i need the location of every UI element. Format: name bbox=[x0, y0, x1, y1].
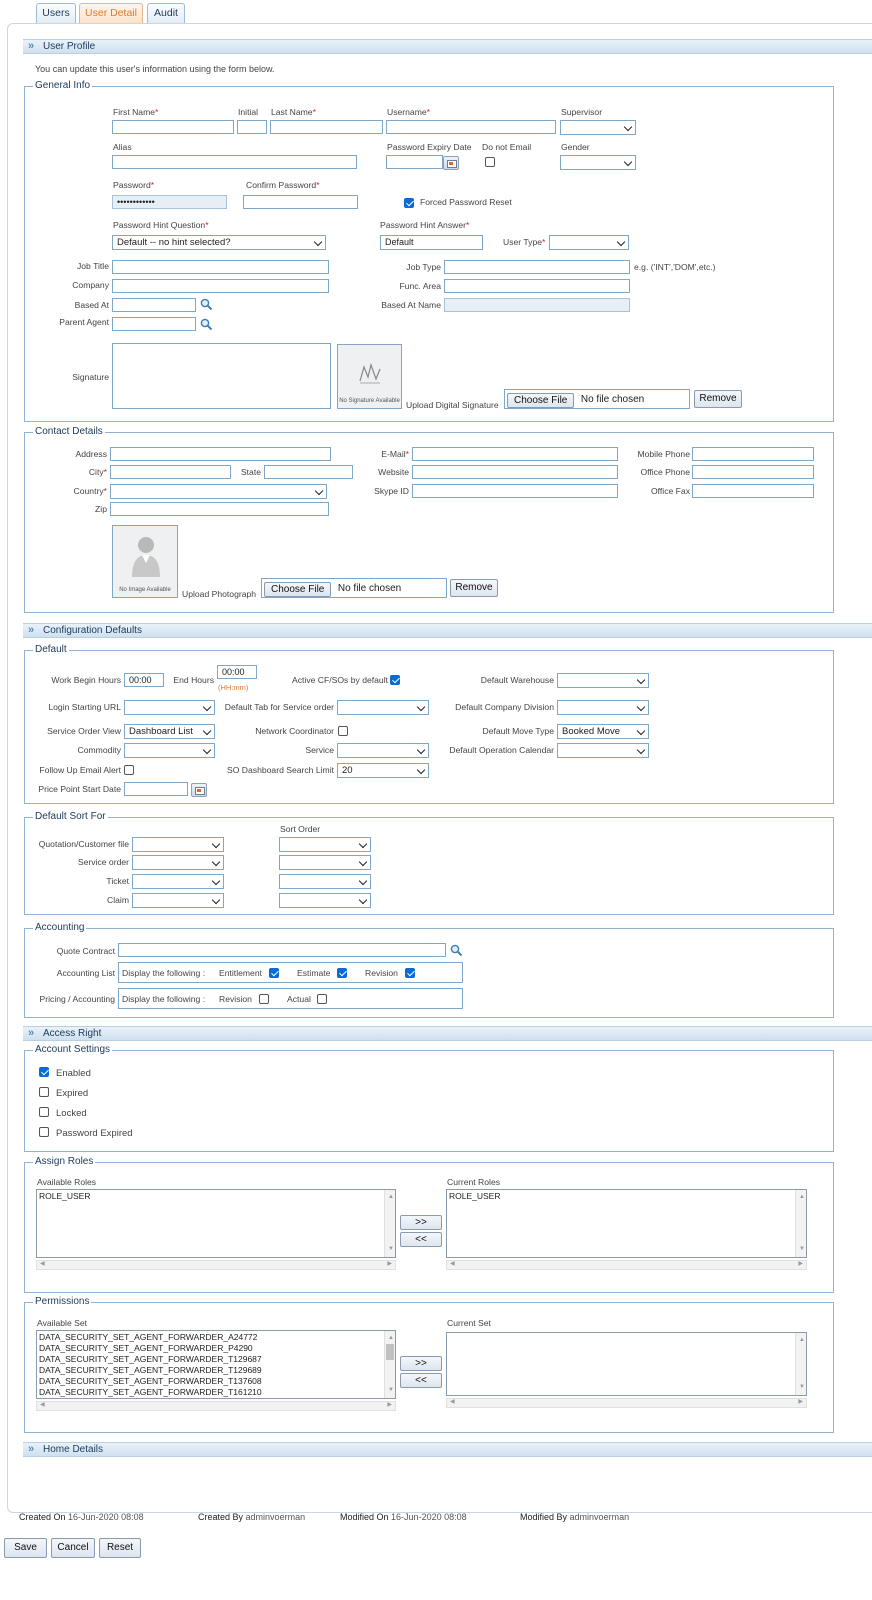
initial-label: Initial bbox=[238, 107, 259, 117]
fieldset-legend: Assign Roles bbox=[35, 1156, 94, 1167]
alias-label: Alias bbox=[113, 142, 132, 152]
section-title: Configuration Defaults bbox=[43, 625, 142, 636]
password-expired-label: Password Expired bbox=[56, 1128, 133, 1139]
sort-order-label: Sort Order bbox=[280, 824, 321, 834]
list-item[interactable]: DATA_SECURITY_SET_AGENT_FORWARDER_T129689 bbox=[39, 1365, 262, 1375]
sort-row-label: Service order bbox=[77, 857, 129, 867]
do-not-email-checkbox[interactable] bbox=[485, 157, 495, 167]
enabled-label: Enabled bbox=[56, 1068, 91, 1079]
fieldset-legend: Permissions bbox=[35, 1296, 90, 1307]
mobile-phone-label: Mobile Phone bbox=[637, 449, 690, 459]
password-hint-question-label: Password Hint Question* bbox=[113, 220, 209, 230]
calendar-icon[interactable] bbox=[191, 783, 207, 797]
default-operation-calendar-select[interactable] bbox=[557, 743, 649, 758]
job-type-label: Job Type bbox=[406, 262, 441, 272]
default-move-type-label: Default Move Type bbox=[482, 726, 554, 736]
chevron-right-icon: » bbox=[28, 1027, 33, 1039]
func-area-label: Func. Area bbox=[399, 281, 441, 291]
revision-checkbox[interactable] bbox=[259, 994, 269, 1004]
forced-password-reset-label: Forced Password Reset bbox=[420, 197, 512, 207]
skype-label: Skype ID bbox=[374, 486, 409, 496]
password-hint-answer-field[interactable]: Default bbox=[380, 235, 483, 250]
zip-label: Zip bbox=[95, 504, 107, 514]
sort-field-select[interactable] bbox=[132, 855, 224, 870]
default-move-type-select[interactable]: Booked Move bbox=[557, 724, 649, 739]
list-item[interactable]: DATA_SECURITY_SET_AGENT_FORWARDER_A24772 bbox=[39, 1332, 258, 1342]
accounting-list-label: Accounting List bbox=[56, 968, 115, 978]
current-roles-list[interactable] bbox=[446, 1189, 807, 1258]
scrollbar-thumb[interactable] bbox=[386, 1344, 394, 1360]
actual-label: Actual bbox=[287, 994, 311, 1004]
section-config-defaults[interactable] bbox=[23, 623, 872, 638]
available-roles-label: Available Roles bbox=[37, 1177, 97, 1187]
created-by: Created By adminvoerman bbox=[198, 1512, 306, 1522]
scrollbar[interactable]: ▲ ▼ bbox=[384, 1190, 395, 1257]
state-label: State bbox=[240, 467, 261, 477]
gender-label: Gender bbox=[561, 142, 590, 152]
section-title: User Profile bbox=[43, 41, 96, 52]
based-at-name-label: Based At Name bbox=[381, 300, 441, 310]
current-set-label: Current Set bbox=[447, 1318, 491, 1328]
actual-checkbox[interactable] bbox=[317, 994, 327, 1004]
price-point-field[interactable] bbox=[124, 782, 188, 796]
estimate-label: Estimate bbox=[297, 968, 331, 978]
office-phone-label: Office Phone bbox=[640, 467, 690, 477]
account-settings-fieldset bbox=[24, 1044, 834, 1152]
commodity-select[interactable] bbox=[124, 743, 215, 758]
based-at-name-field bbox=[444, 298, 630, 312]
first-name-label: First Name* bbox=[113, 107, 159, 117]
password-expired-checkbox[interactable] bbox=[39, 1127, 49, 1137]
default-company-division-label: Default Company Division bbox=[455, 702, 554, 712]
section-access-right[interactable] bbox=[23, 1026, 872, 1041]
job-title-field[interactable] bbox=[112, 260, 329, 274]
password-field[interactable]: •••••••••••• bbox=[112, 195, 227, 209]
list-item[interactable]: ROLE_USER bbox=[449, 1191, 501, 1201]
so-dashboard-limit-select[interactable]: 20 bbox=[337, 763, 429, 778]
photo-file-input[interactable] bbox=[261, 578, 447, 598]
fieldset-legend: Default Sort For bbox=[35, 811, 106, 822]
commodity-label: Commodity bbox=[77, 745, 121, 755]
revision-checkbox[interactable] bbox=[405, 968, 415, 978]
country-label: Country* bbox=[73, 486, 107, 496]
active-cf-checkbox[interactable] bbox=[390, 675, 400, 685]
supervisor-label: Supervisor bbox=[561, 107, 603, 117]
follow-up-email-label: Follow Up Email Alert bbox=[39, 765, 121, 775]
photo-image: No Image Available bbox=[112, 525, 178, 598]
fieldset-legend: Default bbox=[35, 644, 67, 655]
sort-row-label: Quotation/Customer file bbox=[38, 839, 129, 849]
entitlement-label: Entitlement bbox=[219, 968, 262, 978]
fieldset-legend: Account Settings bbox=[35, 1044, 111, 1055]
service-label: Service bbox=[305, 745, 334, 755]
current-set-list[interactable] bbox=[446, 1332, 807, 1396]
display-following-label: Display the following : bbox=[122, 994, 206, 1004]
password-expiry-field[interactable] bbox=[386, 155, 443, 169]
password-hint-answer-label: Password Hint Answer* bbox=[380, 220, 470, 230]
end-hours-label: End Hours bbox=[173, 675, 214, 685]
address-label: Address bbox=[75, 449, 107, 459]
password-hint-question-select[interactable]: Default -- no hint selected? bbox=[112, 235, 326, 250]
chevron-right-icon: » bbox=[28, 1443, 33, 1455]
default-operation-calendar-label: Default Operation Calendar bbox=[449, 745, 554, 755]
func-area-field[interactable] bbox=[444, 279, 630, 293]
quote-contract-field[interactable] bbox=[118, 943, 446, 957]
tab-audit[interactable]: Audit bbox=[147, 3, 185, 23]
default-tab-so-select[interactable] bbox=[337, 700, 429, 715]
sort-field-select[interactable] bbox=[132, 893, 224, 908]
upload-signature-label: Upload Digital Signature bbox=[406, 400, 499, 410]
list-item[interactable]: DATA_SECURITY_SET_AGENT_FORWARDER_P4290 bbox=[39, 1343, 253, 1353]
available-roles-list[interactable] bbox=[36, 1189, 396, 1258]
fieldset-legend: General Info bbox=[35, 80, 91, 91]
fieldset-legend: Contact Details bbox=[35, 426, 103, 437]
entitlement-checkbox[interactable] bbox=[269, 968, 279, 978]
country-select[interactable] bbox=[110, 484, 327, 499]
mobile-phone-field[interactable] bbox=[692, 447, 814, 461]
signature-icon bbox=[356, 359, 384, 387]
scrollbar[interactable]: ▲ ▼ bbox=[795, 1333, 806, 1395]
sort-order-select[interactable] bbox=[279, 893, 371, 908]
estimate-checkbox[interactable] bbox=[337, 968, 347, 978]
remove-photo-button[interactable]: Remove bbox=[450, 579, 498, 597]
search-icon[interactable] bbox=[450, 944, 463, 957]
available-set-label: Available Set bbox=[37, 1318, 88, 1328]
follow-up-email-checkbox[interactable] bbox=[124, 765, 134, 775]
login-url-label: Login Starting URL bbox=[48, 702, 121, 712]
price-point-label: Price Point Start Date bbox=[38, 784, 121, 794]
hhmm-hint: (HH:mm) bbox=[218, 683, 249, 692]
scrollbar[interactable]: ◀ ▶ bbox=[446, 1398, 807, 1408]
remove-permission-button[interactable]: << bbox=[400, 1373, 442, 1388]
last-name-field[interactable] bbox=[270, 120, 383, 134]
scrollbar[interactable]: ◀ ▶ bbox=[36, 1260, 396, 1270]
website-field[interactable] bbox=[412, 465, 618, 479]
available-set-list[interactable] bbox=[36, 1330, 396, 1399]
username-label: Username* bbox=[387, 107, 431, 117]
confirm-password-label: Confirm Password* bbox=[246, 180, 320, 190]
work-begin-label: Work Begin Hours bbox=[51, 675, 121, 685]
quote-contract-label: Quote Contract bbox=[56, 946, 115, 956]
scrollbar[interactable]: ▲ ▼ bbox=[384, 1331, 395, 1398]
job-type-hint: e.g. ('INT','DOM',etc.) bbox=[634, 262, 716, 272]
office-fax-field[interactable] bbox=[692, 484, 814, 498]
chevron-right-icon: » bbox=[28, 624, 33, 636]
calendar-icon[interactable] bbox=[443, 156, 459, 170]
job-title-label: Job Title bbox=[76, 261, 109, 271]
add-role-button[interactable]: >> bbox=[400, 1215, 442, 1230]
intro-text: You can update this user's information using the form below. bbox=[35, 64, 275, 74]
signature-field[interactable] bbox=[112, 343, 331, 409]
list-item[interactable]: DATA_SECURITY_SET_AGENT_FORWARDER_T161210 bbox=[39, 1387, 262, 1397]
city-field[interactable] bbox=[110, 465, 231, 479]
pricing-accounting-label: Pricing / Accounting bbox=[39, 994, 115, 1004]
created-on: Created On 16-Jun-2020 08:08 bbox=[19, 1512, 144, 1522]
alias-field[interactable] bbox=[112, 155, 357, 169]
default-warehouse-select[interactable] bbox=[557, 673, 649, 688]
forced-password-reset-checkbox[interactable] bbox=[404, 198, 414, 208]
list-item[interactable]: DATA_SECURITY_SET_AGENT_FORWARDER_T137608 bbox=[39, 1376, 262, 1386]
network-coordinator-label: Network Coordinator bbox=[255, 726, 334, 736]
tab-user-detail[interactable]: User Detail bbox=[79, 3, 143, 23]
sort-order-select[interactable] bbox=[279, 874, 371, 889]
scrollbar[interactable]: ◀ ▶ bbox=[446, 1260, 807, 1270]
last-name-label: Last Name* bbox=[271, 107, 316, 117]
username-field[interactable] bbox=[386, 120, 556, 134]
list-item[interactable]: DATA_SECURITY_SET_AGENT_FORWARDER_T129687 bbox=[39, 1354, 262, 1364]
default-warehouse-label: Default Warehouse bbox=[480, 675, 554, 685]
sort-field-select[interactable] bbox=[132, 837, 224, 852]
current-roles-label: Current Roles bbox=[447, 1177, 501, 1187]
locked-label: Locked bbox=[56, 1108, 87, 1119]
expired-label: Expired bbox=[56, 1088, 89, 1099]
company-label: Company bbox=[72, 280, 109, 290]
gender-select[interactable] bbox=[560, 155, 636, 170]
office-fax-label: Office Fax bbox=[650, 486, 690, 496]
upload-photograph-label: Upload Photograph bbox=[182, 589, 257, 599]
tab-users[interactable]: Users bbox=[36, 3, 76, 23]
choose-file-button[interactable]: Choose File bbox=[264, 582, 331, 597]
work-begin-field[interactable]: 00:00 bbox=[124, 673, 164, 687]
section-title: Access Right bbox=[43, 1028, 102, 1039]
search-icon[interactable] bbox=[200, 318, 213, 331]
modified-on: Modified On 16-Jun-2020 08:08 bbox=[340, 1512, 467, 1522]
cancel-button[interactable]: Cancel bbox=[51, 1538, 95, 1558]
remove-signature-button[interactable]: Remove bbox=[694, 390, 742, 408]
default-tab-so-label: Default Tab for Service order bbox=[224, 702, 334, 712]
parent-agent-field[interactable] bbox=[112, 317, 196, 331]
sort-order-select[interactable] bbox=[279, 837, 371, 852]
locked-checkbox[interactable] bbox=[39, 1107, 49, 1117]
network-coordinator-checkbox[interactable] bbox=[338, 726, 348, 736]
save-button[interactable]: Save bbox=[4, 1538, 47, 1558]
add-permission-button[interactable]: >> bbox=[400, 1356, 442, 1371]
modified-by: Modified By adminvoerman bbox=[520, 1512, 630, 1522]
default-company-division-select[interactable] bbox=[557, 700, 649, 715]
password-label: Password* bbox=[113, 180, 155, 190]
user-type-select[interactable] bbox=[549, 235, 629, 250]
sort-row-label: Claim bbox=[107, 895, 129, 905]
revision-label: Revision bbox=[219, 994, 252, 1004]
scrollbar[interactable]: ▲ ▼ bbox=[795, 1190, 806, 1257]
state-field[interactable] bbox=[264, 465, 353, 479]
password-expiry-label: Password Expiry Date bbox=[387, 142, 472, 152]
file-status: No file chosen bbox=[580, 394, 645, 405]
email-label: E-Mail* bbox=[381, 449, 409, 459]
enabled-checkbox[interactable] bbox=[39, 1067, 49, 1077]
signature-image: No Signature Available bbox=[337, 344, 402, 409]
sort-field-select[interactable] bbox=[132, 874, 224, 889]
parent-agent-label: Parent Agent bbox=[59, 317, 109, 327]
file-status: No file chosen bbox=[337, 583, 402, 594]
supervisor-select[interactable] bbox=[560, 120, 636, 135]
signature-file-input[interactable] bbox=[504, 389, 690, 409]
do-not-email-label: Do not Email bbox=[482, 142, 532, 152]
office-phone-field[interactable] bbox=[692, 465, 814, 479]
choose-file-button[interactable]: Choose File bbox=[507, 393, 574, 408]
end-hours-field[interactable]: 00:00 bbox=[217, 665, 257, 679]
based-at-label: Based At bbox=[74, 300, 109, 310]
company-field[interactable] bbox=[112, 279, 329, 293]
address-field[interactable] bbox=[110, 447, 331, 461]
service-order-view-select[interactable]: Dashboard List bbox=[124, 724, 215, 739]
fieldset-legend: Accounting bbox=[35, 922, 85, 933]
zip-field[interactable] bbox=[110, 502, 329, 516]
confirm-password-field[interactable] bbox=[243, 195, 358, 209]
email-field[interactable] bbox=[412, 447, 618, 461]
signature-label: Signature bbox=[72, 372, 109, 382]
chevron-right-icon: » bbox=[28, 40, 33, 52]
display-following-label: Display the following : bbox=[122, 968, 206, 978]
remove-role-button[interactable]: << bbox=[400, 1232, 442, 1247]
list-item[interactable]: ROLE_USER bbox=[39, 1191, 91, 1201]
section-home-details[interactable] bbox=[23, 1442, 872, 1457]
active-cf-label: Active CF/SOs by default bbox=[292, 675, 388, 685]
revision-label: Revision bbox=[365, 968, 398, 978]
initial-field[interactable] bbox=[237, 120, 267, 134]
first-name-field[interactable] bbox=[112, 120, 234, 134]
service-select[interactable] bbox=[337, 743, 429, 758]
user-type-label: User Type* bbox=[503, 237, 546, 247]
sort-order-select[interactable] bbox=[279, 855, 371, 870]
job-type-field[interactable] bbox=[444, 260, 630, 274]
section-user-profile[interactable] bbox=[23, 39, 872, 54]
search-icon[interactable] bbox=[200, 298, 213, 311]
so-dashboard-limit-label: SO Dashboard Search Limit bbox=[227, 765, 334, 775]
login-url-select[interactable] bbox=[124, 700, 215, 715]
city-label: City* bbox=[88, 467, 107, 477]
avatar-icon bbox=[130, 533, 162, 577]
skype-field[interactable] bbox=[412, 484, 618, 498]
service-order-view-label: Service Order View bbox=[47, 726, 121, 736]
sort-row-label: Ticket bbox=[106, 876, 129, 886]
based-at-field[interactable] bbox=[112, 298, 196, 312]
scrollbar[interactable]: ◀ ▶ bbox=[36, 1401, 396, 1411]
section-title: Home Details bbox=[43, 1444, 104, 1455]
website-label: Website bbox=[378, 467, 409, 477]
reset-button[interactable]: Reset bbox=[99, 1538, 141, 1558]
expired-checkbox[interactable] bbox=[39, 1087, 49, 1097]
